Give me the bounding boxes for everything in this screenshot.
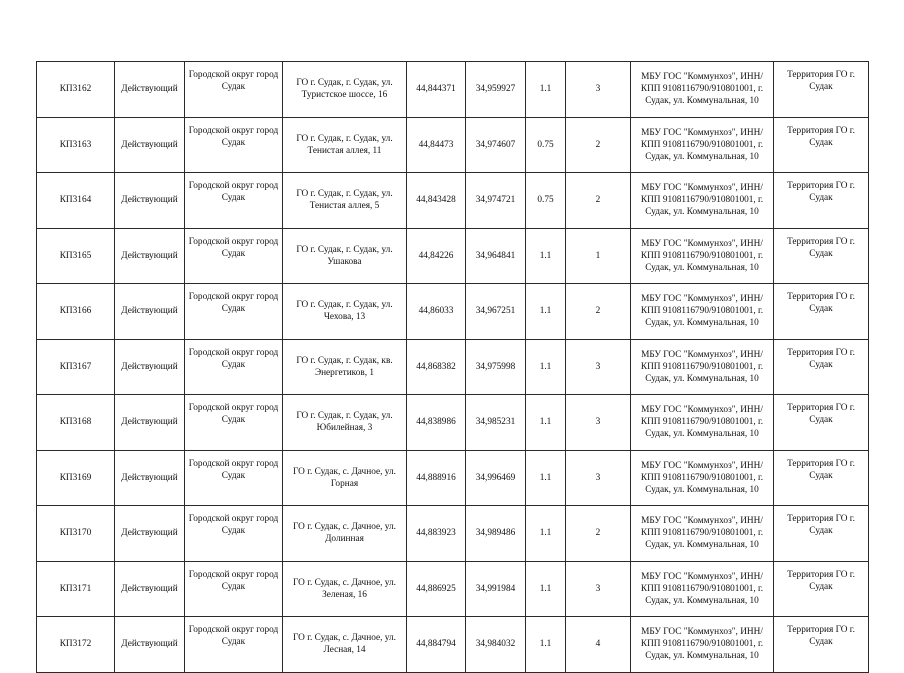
territory-cell-text: Территория ГО г. Судак xyxy=(787,125,855,148)
point-id-cell-text: КП3168 xyxy=(59,417,92,428)
longitude-cell-text: 34,974721 xyxy=(475,195,516,206)
container-count-cell xyxy=(566,339,631,395)
container-count-cell xyxy=(566,117,631,173)
district-cell-text: Городской округ город Судак xyxy=(188,458,279,481)
table-row xyxy=(37,506,869,562)
address-cell-text: ГО г. Судак, с. Дачное, ул. Зеленая, 16 xyxy=(293,577,396,600)
latitude-cell-text: 44,884794 xyxy=(416,639,456,650)
status-cell xyxy=(115,395,185,451)
status-cell xyxy=(115,450,185,506)
point-id-cell xyxy=(37,506,115,562)
latitude-cell-text: 44,888916 xyxy=(416,472,456,483)
latitude-cell-text: 44,883923 xyxy=(416,528,456,539)
longitude-cell xyxy=(466,117,526,173)
longitude-cell xyxy=(466,617,526,673)
container-count-cell xyxy=(566,395,631,451)
address-cell-text: ГО г. Судак, г. Судак, ул. Ушакова xyxy=(296,244,393,267)
district-cell-text: Городской округ город Судак xyxy=(188,236,279,259)
container-count-cell xyxy=(566,173,631,229)
owner-cell xyxy=(631,450,774,506)
container-count-cell xyxy=(566,62,631,118)
latitude-cell-text: 44,844371 xyxy=(416,84,456,95)
volume-cell-text: 1.1 xyxy=(539,472,552,483)
point-id-cell xyxy=(37,228,115,284)
address-cell-text: ГО г. Судак, г. Судак, ул. Тенистая аллея, 11 xyxy=(296,133,393,156)
table-row xyxy=(37,284,869,340)
volume-cell xyxy=(526,228,566,284)
address-cell xyxy=(283,450,407,506)
owner-cell-text: МБУ ГОС "Коммунхоз", ИНН/КПП 9108116790/910801001, г. Судак, ул. Коммунальная, 10 xyxy=(640,294,764,329)
volume-cell xyxy=(526,561,566,617)
volume-cell xyxy=(526,117,566,173)
table-row xyxy=(37,450,869,506)
volume-cell xyxy=(526,173,566,229)
owner-cell-text: МБУ ГОС "Коммунхоз", ИНН/КПП 9108116790/910801001, г. Судак, ул. Коммунальная, 10 xyxy=(640,238,764,273)
point-id-cell-text: КП3171 xyxy=(59,583,92,594)
status-cell xyxy=(115,284,185,340)
territory-cell-text: Территория ГО г. Судак xyxy=(787,458,855,481)
district-cell-text: Городской округ город Судак xyxy=(188,292,279,314)
district-cell xyxy=(185,450,283,506)
volume-cell-text: 1.1 xyxy=(539,306,552,317)
longitude-cell xyxy=(466,62,526,118)
status-cell xyxy=(115,561,185,617)
owner-cell-text: МБУ ГОС "Коммунхоз", ИНН/КПП 9108116790/910801001, г. Судак, ул. Коммунальная, 10 xyxy=(640,349,764,384)
container-count-cell-text: 3 xyxy=(595,472,601,483)
point-id-cell xyxy=(37,561,115,617)
territory-cell-text: Территория ГО г. Судак xyxy=(787,347,855,370)
container-count-cell-text: 3 xyxy=(595,84,601,95)
address-cell-text: ГО г. Судак, г. Судак, ул. Юбилейная, 3 xyxy=(296,411,393,434)
latitude-cell-text: 44,838986 xyxy=(416,417,456,428)
status-cell-text: Действующий xyxy=(121,583,178,594)
address-cell-text: ГО г. Судак, с. Дачное, ул. Горная xyxy=(293,466,396,489)
owner-cell xyxy=(631,395,774,451)
point-id-cell xyxy=(37,117,115,173)
district-cell xyxy=(185,617,283,673)
address-cell-text: ГО г. Судак, г. Судак, ул. Туристское шоссе, 16 xyxy=(296,78,393,101)
owner-cell xyxy=(631,617,774,673)
territory-cell xyxy=(774,395,869,451)
district-cell xyxy=(185,506,283,562)
container-count-cell-text: 2 xyxy=(595,528,601,539)
point-id-cell xyxy=(37,62,115,118)
latitude-cell xyxy=(407,395,466,451)
territory-cell-text: Территория ГО г. Судак xyxy=(787,70,855,92)
longitude-cell xyxy=(466,506,526,562)
district-cell-text: Городской округ город Судак xyxy=(188,181,279,203)
status-cell-text: Действующий xyxy=(121,195,178,206)
container-count-cell-text: 2 xyxy=(595,195,601,206)
territory-cell-text: Территория ГО г. Судак xyxy=(787,236,855,259)
district-cell xyxy=(185,339,283,395)
address-cell xyxy=(283,617,407,673)
status-cell xyxy=(115,173,185,229)
territory-cell-text: Территория ГО г. Судак xyxy=(787,625,855,647)
collection-points-table xyxy=(36,61,869,673)
table-row xyxy=(37,117,869,173)
territory-cell xyxy=(774,506,869,562)
address-cell xyxy=(283,173,407,229)
volume-cell-text: 1.1 xyxy=(539,639,552,650)
latitude-cell xyxy=(407,506,466,562)
table-row xyxy=(37,339,869,395)
latitude-cell-text: 44,843428 xyxy=(416,195,456,206)
status-cell xyxy=(115,617,185,673)
owner-cell-text: МБУ ГОС "Коммунхоз", ИНН/КПП 9108116790/910801001, г. Судак, ул. Коммунальная, 10 xyxy=(640,516,764,551)
longitude-cell-text: 34,984032 xyxy=(475,639,516,650)
status-cell-text: Действующий xyxy=(121,472,178,483)
longitude-cell-text: 34,991984 xyxy=(475,583,516,594)
owner-cell-text: МБУ ГОС "Коммунхоз", ИНН/КПП 9108116790/910801001, г. Судак, ул. Коммунальная, 10 xyxy=(640,183,764,218)
longitude-cell xyxy=(466,395,526,451)
latitude-cell xyxy=(407,617,466,673)
container-count-cell xyxy=(566,228,631,284)
longitude-cell-text: 34,964841 xyxy=(475,250,516,261)
owner-cell xyxy=(631,117,774,173)
address-cell-text: ГО г. Судак, г. Судак, ул. Тенистая аллея, 5 xyxy=(296,189,393,212)
volume-cell-text: 1.1 xyxy=(539,84,552,95)
volume-cell xyxy=(526,506,566,562)
table-row xyxy=(37,62,869,118)
table-row xyxy=(37,617,869,673)
container-count-cell-text: 3 xyxy=(595,361,601,372)
owner-cell-text: МБУ ГОС "Коммунхоз", ИНН/КПП 9108116790/910801001, г. Судак, ул. Коммунальная, 10 xyxy=(640,627,764,662)
district-cell xyxy=(185,62,283,118)
status-cell-text: Действующий xyxy=(121,361,178,372)
latitude-cell-text: 44,84473 xyxy=(418,139,454,150)
status-cell xyxy=(115,117,185,173)
point-id-cell xyxy=(37,339,115,395)
point-id-cell xyxy=(37,450,115,506)
latitude-cell xyxy=(407,228,466,284)
address-cell-text: ГО г. Судак, г. Судак, кв. Энергетиков, 1 xyxy=(296,355,393,378)
territory-cell xyxy=(774,62,869,118)
territory-cell xyxy=(774,561,869,617)
point-id-cell-text: КП3164 xyxy=(59,195,92,206)
status-cell xyxy=(115,506,185,562)
district-cell xyxy=(185,173,283,229)
latitude-cell xyxy=(407,450,466,506)
district-cell-text: Городской округ город Судак xyxy=(188,125,279,148)
address-cell-text: ГО г. Судак, г. Судак, ул. Чехова, 13 xyxy=(296,300,393,323)
table-row xyxy=(37,228,869,284)
district-cell-text: Городской округ город Судак xyxy=(188,70,279,92)
territory-cell-text: Территория ГО г. Судак xyxy=(787,569,855,592)
latitude-cell xyxy=(407,62,466,118)
point-id-cell xyxy=(37,284,115,340)
container-count-cell-text: 2 xyxy=(595,139,601,150)
owner-cell xyxy=(631,228,774,284)
longitude-cell-text: 34,974607 xyxy=(475,139,516,150)
volume-cell xyxy=(526,339,566,395)
address-cell xyxy=(283,339,407,395)
latitude-cell-text: 44,868382 xyxy=(416,361,456,372)
address-cell xyxy=(283,117,407,173)
address-cell-text: ГО г. Судак, с. Дачное, ул. Лесная, 14 xyxy=(293,633,396,656)
point-id-cell-text: КП3165 xyxy=(59,250,92,261)
address-cell xyxy=(283,395,407,451)
status-cell xyxy=(115,62,185,118)
address-cell xyxy=(283,506,407,562)
owner-cell xyxy=(631,173,774,229)
container-count-cell-text: 3 xyxy=(595,417,601,428)
status-cell-text: Действующий xyxy=(121,84,178,95)
latitude-cell xyxy=(407,339,466,395)
longitude-cell-text: 34,996469 xyxy=(475,472,516,483)
owner-cell-text: МБУ ГОС "Коммунхоз", ИНН/КПП 9108116790/910801001, г. Судак, ул. Коммунальная, 10 xyxy=(640,405,764,440)
district-cell-text: Городской округ город Судак xyxy=(188,514,279,536)
container-count-cell xyxy=(566,506,631,562)
volume-cell xyxy=(526,450,566,506)
volume-cell xyxy=(526,617,566,673)
status-cell-text: Действующий xyxy=(121,250,178,261)
longitude-cell xyxy=(466,450,526,506)
point-id-cell-text: КП3170 xyxy=(59,528,92,539)
owner-cell xyxy=(631,506,774,562)
volume-cell xyxy=(526,395,566,451)
owner-cell-text: МБУ ГОС "Коммунхоз", ИНН/КПП 9108116790/910801001, г. Судак, ул. Коммунальная, 10 xyxy=(640,127,764,162)
address-cell xyxy=(283,228,407,284)
longitude-cell-text: 34,975998 xyxy=(475,361,516,372)
table-row xyxy=(37,395,869,451)
status-cell xyxy=(115,228,185,284)
longitude-cell xyxy=(466,339,526,395)
territory-cell-text: Территория ГО г. Судак xyxy=(787,181,855,203)
point-id-cell-text: КП3163 xyxy=(59,139,92,150)
container-count-cell-text: 2 xyxy=(595,306,601,317)
longitude-cell xyxy=(466,228,526,284)
territory-cell xyxy=(774,450,869,506)
longitude-cell-text: 34,967251 xyxy=(475,306,516,317)
longitude-cell xyxy=(466,173,526,229)
owner-cell-text: МБУ ГОС "Коммунхоз", ИНН/КПП 9108116790/910801001, г. Судак, ул. Коммунальная, 10 xyxy=(640,72,764,107)
latitude-cell-text: 44,84226 xyxy=(418,250,454,261)
container-count-cell-text: 3 xyxy=(595,583,601,594)
status-cell-text: Действующий xyxy=(121,528,178,539)
container-count-cell xyxy=(566,450,631,506)
table-row xyxy=(37,173,869,229)
status-cell-text: Действующий xyxy=(121,306,178,317)
container-count-cell-text: 4 xyxy=(595,639,601,650)
point-id-cell-text: КП3167 xyxy=(59,361,92,372)
owner-cell xyxy=(631,284,774,340)
territory-cell-text: Территория ГО г. Судак xyxy=(787,403,855,425)
latitude-cell xyxy=(407,173,466,229)
status-cell-text: Действующий xyxy=(121,639,178,650)
volume-cell-text: 1.1 xyxy=(539,250,552,261)
volume-cell-text: 1.1 xyxy=(539,528,552,539)
point-id-cell-text: КП3166 xyxy=(59,306,92,317)
container-count-cell xyxy=(566,561,631,617)
latitude-cell xyxy=(407,284,466,340)
status-cell xyxy=(115,339,185,395)
district-cell-text: Городской округ город Судак xyxy=(188,625,279,647)
volume-cell-text: 1.1 xyxy=(539,583,552,594)
table-body xyxy=(37,62,869,673)
territory-cell xyxy=(774,117,869,173)
latitude-cell-text: 44,86033 xyxy=(418,306,454,317)
district-cell-text: Городской округ город Судак xyxy=(188,403,279,425)
territory-cell-text: Территория ГО г. Судак xyxy=(787,514,855,536)
territory-cell xyxy=(774,284,869,340)
point-id-cell-text: КП3169 xyxy=(59,472,92,483)
volume-cell-text: 0.75 xyxy=(537,139,554,150)
territory-cell xyxy=(774,228,869,284)
container-count-cell xyxy=(566,617,631,673)
volume-cell xyxy=(526,284,566,340)
district-cell xyxy=(185,228,283,284)
latitude-cell xyxy=(407,117,466,173)
district-cell-text: Городской округ город Судак xyxy=(188,347,279,370)
longitude-cell-text: 34,989486 xyxy=(475,528,516,539)
district-cell xyxy=(185,284,283,340)
volume-cell-text: 1.1 xyxy=(539,417,552,428)
owner-cell-text: МБУ ГОС "Коммунхоз", ИНН/КПП 9108116790/910801001, г. Судак, ул. Коммунальная, 10 xyxy=(640,571,764,606)
point-id-cell xyxy=(37,617,115,673)
latitude-cell-text: 44,886925 xyxy=(416,583,456,594)
point-id-cell xyxy=(37,395,115,451)
longitude-cell-text: 34,959927 xyxy=(475,84,516,95)
volume-cell xyxy=(526,62,566,118)
volume-cell-text: 0.75 xyxy=(537,195,554,206)
status-cell-text: Действующий xyxy=(121,139,178,150)
latitude-cell xyxy=(407,561,466,617)
territory-cell xyxy=(774,173,869,229)
territory-cell xyxy=(774,339,869,395)
owner-cell-text: МБУ ГОС "Коммунхоз", ИНН/КПП 9108116790/910801001, г. Судак, ул. Коммунальная, 10 xyxy=(640,460,764,495)
address-cell xyxy=(283,62,407,118)
address-cell xyxy=(283,284,407,340)
owner-cell xyxy=(631,561,774,617)
longitude-cell xyxy=(466,284,526,340)
territory-cell xyxy=(774,617,869,673)
district-cell xyxy=(185,395,283,451)
container-count-cell-text: 1 xyxy=(595,250,601,261)
container-count-cell xyxy=(566,284,631,340)
district-cell xyxy=(185,561,283,617)
address-cell-text: ГО г. Судак, с. Дачное, ул. Долинная xyxy=(293,522,396,545)
volume-cell-text: 1.1 xyxy=(539,361,552,372)
district-cell xyxy=(185,117,283,173)
owner-cell xyxy=(631,62,774,118)
point-id-cell xyxy=(37,173,115,229)
address-cell xyxy=(283,561,407,617)
district-cell-text: Городской округ город Судак xyxy=(188,569,279,592)
owner-cell xyxy=(631,339,774,395)
longitude-cell-text: 34,985231 xyxy=(475,417,516,428)
longitude-cell xyxy=(466,561,526,617)
table-row xyxy=(37,561,869,617)
point-id-cell-text: КП3162 xyxy=(59,84,92,95)
status-cell-text: Действующий xyxy=(121,417,178,428)
territory-cell-text: Территория ГО г. Судак xyxy=(787,292,855,314)
point-id-cell-text: КП3172 xyxy=(59,639,92,650)
